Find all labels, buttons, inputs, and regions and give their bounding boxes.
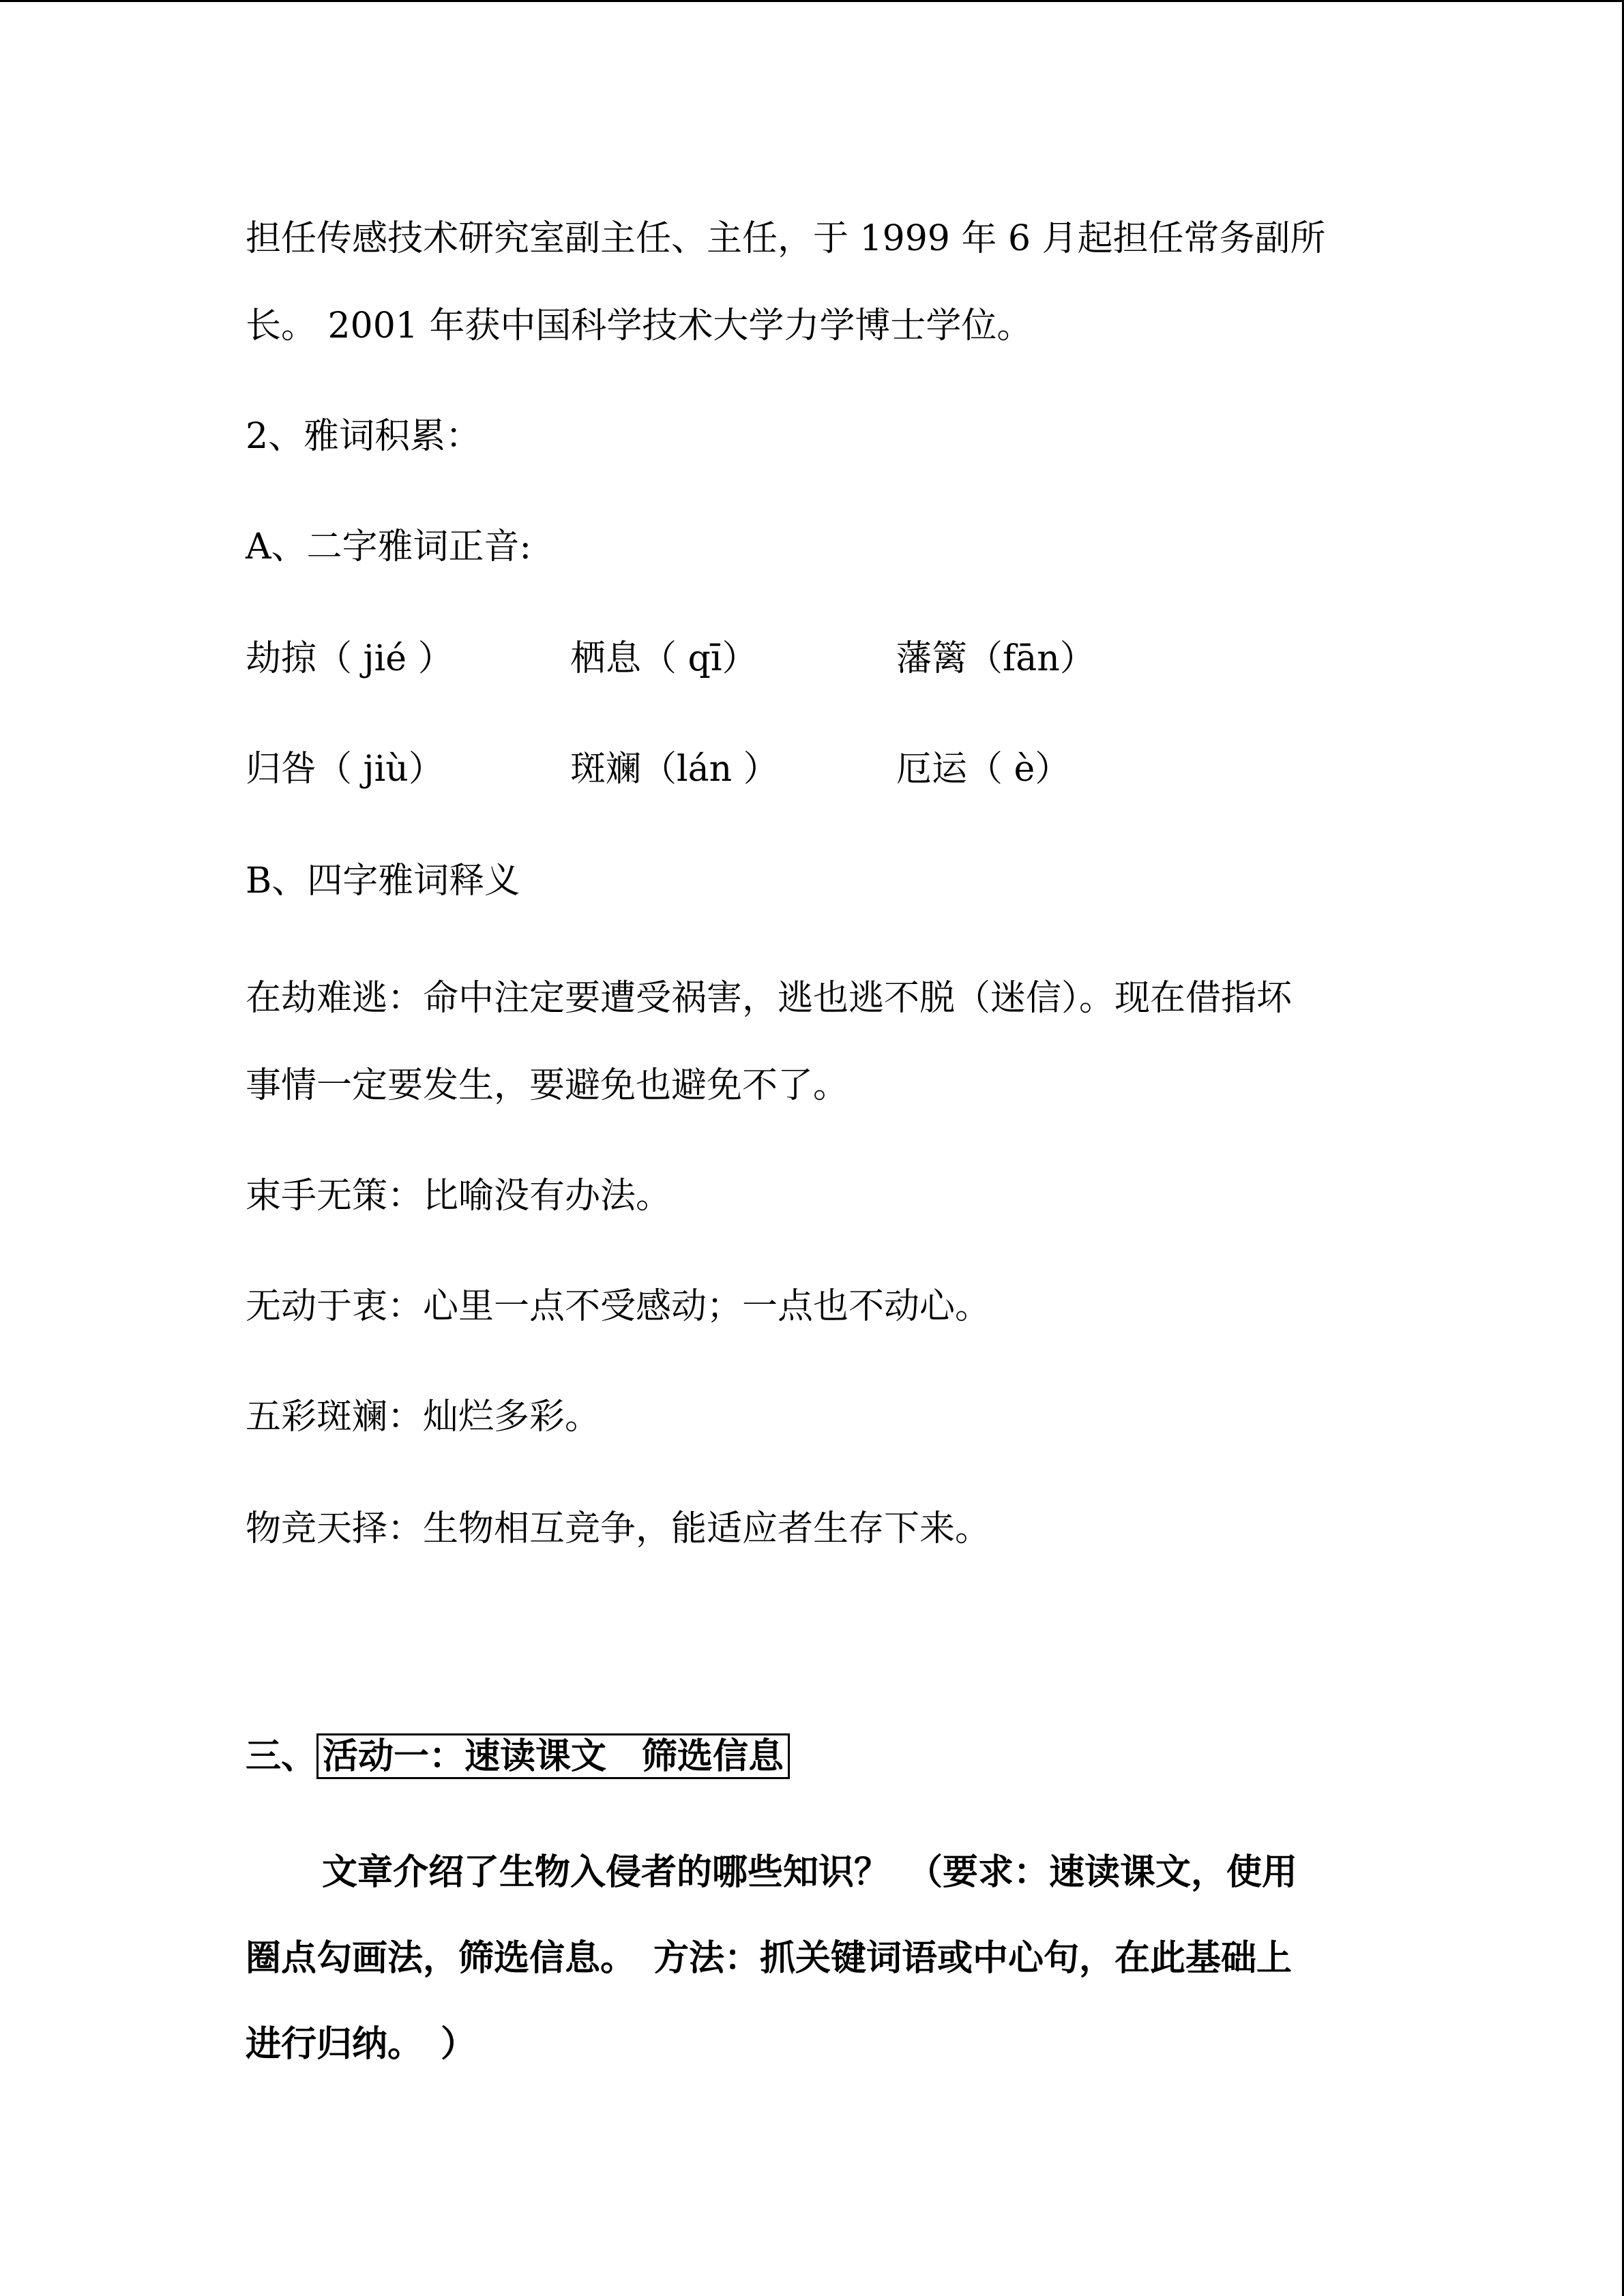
pinyin-item: 藩篱（fān）	[896, 638, 1095, 679]
intro-line-2: 长。 2001 年获中国科学技术大学力学博士学位。	[246, 305, 1033, 346]
page-border-top	[0, 0, 1624, 2]
intro-line-1: 担任传感技术研究室副主任、主任，于 1999 年 6 月起担任常务副所	[246, 218, 1326, 259]
partB-heading: B、四字雅词释义	[246, 861, 520, 901]
section2-heading: 2、雅词积累：	[246, 416, 482, 457]
pinyin-item: 归咎（ jiù）	[246, 749, 444, 790]
task-line-1: 文章介绍了生物入侵者的哪些知识？ （要求：速读课文，使用	[322, 1851, 1298, 1893]
partA-heading: A、二字雅词正音:	[246, 526, 532, 567]
pinyin-item: 栖息（ qī）	[570, 638, 758, 679]
activity-heading	[246, 1735, 790, 1778]
section3-prefix: 三、	[246, 1735, 317, 1777]
definition-1-line-2: 事情一定要发生，要避免也避免不了。	[246, 1065, 849, 1106]
pinyin-row-1	[0, 637, 1624, 681]
pinyin-row-2	[0, 747, 1624, 791]
pinyin-item: 劫掠（ jié ）	[246, 638, 454, 679]
task-line-2: 圈点勾画法，筛选信息。 方法：抓关键词语或中心句，在此基础上	[246, 1937, 1293, 1979]
definition-5: 物竞天择：生物相互竞争，能适应者生存下来。	[246, 1508, 991, 1549]
definition-4: 五彩斑斓：灿烂多彩。	[246, 1397, 601, 1437]
definition-2: 束手无策：比喻没有办法。	[246, 1176, 672, 1217]
pinyin-item: 斑斓（lán ）	[570, 749, 779, 790]
activity-title-box: 活动一：速读课文 筛选信息	[316, 1733, 790, 1779]
definition-3: 无动于衷：心里一点不受感动；一点也不动心。	[246, 1286, 991, 1327]
task-line-3: 进行归纳。 ）	[246, 2023, 477, 2065]
pinyin-item: 厄运（ è）	[896, 749, 1071, 790]
definition-1-line-1: 在劫难逃：命中注定要遭受祸害，逃也逃不脱（迷信）。现在借指坏	[246, 978, 1293, 1019]
